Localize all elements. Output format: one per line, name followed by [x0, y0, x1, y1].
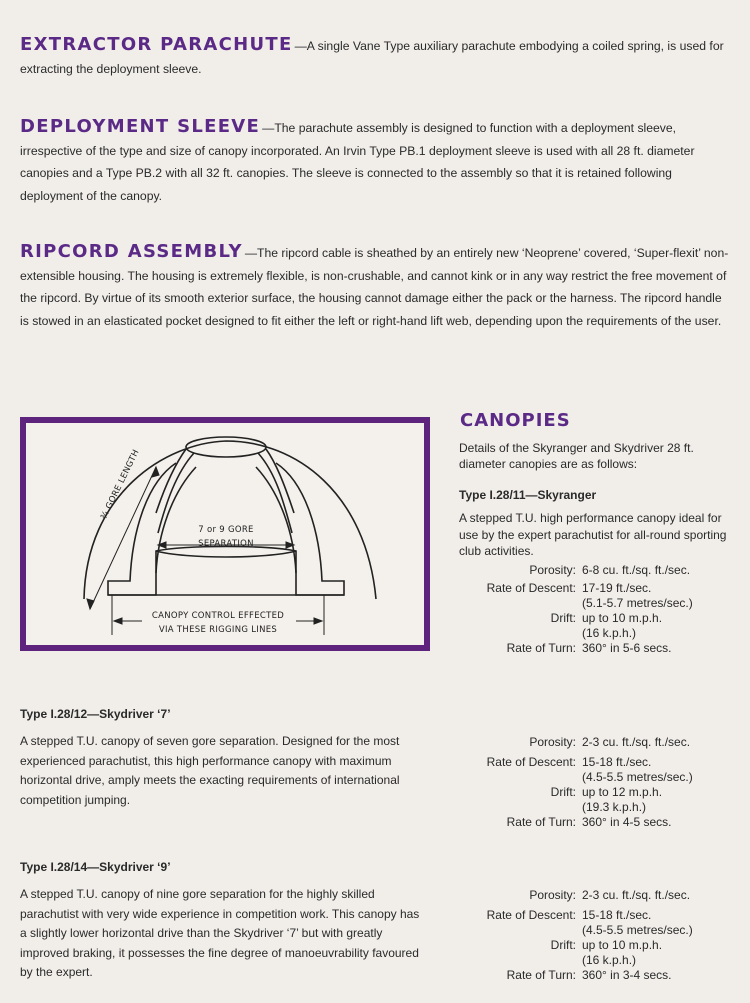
spec-label: Rate of Turn: — [506, 815, 576, 829]
control-label-line-1: CANOPY CONTROL EFFECTED — [151, 611, 285, 621]
spec-row — [440, 888, 693, 903]
type-description-skydriver-9: A stepped T.U. canopy of nine gore separation for the highly skilled parachutist with very wide experience in competition work. This canopy has a slightly lower horizontal drive than the Skydriver ‘7’ but with greatly improved braking, it possesses the fine degree of manoeuvrability favoured by the expert. — [20, 887, 420, 979]
spec-value: up to 12 m.p.h. (19.3 k.p.h.) — [582, 785, 663, 814]
spec-value: 360° in 5-6 secs. — [582, 641, 672, 655]
spec-row — [440, 938, 693, 968]
type-title-skydriver-9: Type I.28/14—Skydriver ‘9’ — [20, 860, 171, 874]
spec-label: Rate of Turn: — [506, 641, 576, 655]
section-extractor-parachute — [20, 34, 730, 80]
spec-value: 2-3 cu. ft./sq. ft./sec. — [582, 888, 691, 902]
control-label-line-2: VIA THESE RIGGING LINES — [158, 625, 278, 635]
spec-row — [440, 755, 693, 785]
section-body: —The ripcord cable is sheathed by an entirely new ‘Neoprene’ covered, ‘Super-flexit’ non-extensible housing. The housing is extremely flexible, is non-crushable, and cannot kink or in any way restrict the free movement of the ripcord. By virtue of its smooth exterior surface, the housing cannot damage either the pack or the harness. The ripcord handle is stowed in an elasticated pocket designed to fit either the left or right-hand lift web, depending upon the requirements of the user. — [20, 246, 729, 328]
spec-label: Porosity: — [529, 888, 576, 902]
canopy-apex — [186, 437, 266, 457]
separation-label-line-2: SEPARATION — [198, 539, 254, 549]
spec-label: Rate of Descent: — [486, 908, 576, 922]
spec-value: 17-19 ft./sec. (5.1-5.7 metres/sec.) — [582, 581, 693, 610]
spec-row — [440, 735, 693, 750]
spec-value: 15-18 ft./sec. (4.5-5.5 metres/sec.) — [582, 755, 693, 784]
spec-value: 6-8 cu. ft./sq. ft./sec. — [582, 563, 691, 577]
spec-row — [440, 641, 693, 656]
separation-label-line-1: 7 or 9 GORE — [198, 525, 254, 535]
specs-skydriver-9 — [440, 888, 693, 983]
spec-value: up to 10 m.p.h. (16 k.p.h.) — [582, 938, 663, 967]
section-heading: RIPCORD ASSEMBLY — [20, 241, 243, 262]
spec-value: 360° in 4-5 secs. — [582, 815, 672, 829]
spec-value: 15-18 ft./sec. (4.5-5.5 metres/sec.) — [582, 908, 693, 937]
spec-value: 2-3 cu. ft./sq. ft./sec. — [582, 735, 691, 749]
canopies-heading: CANOPIES — [460, 410, 571, 431]
spec-label: Drift: — [550, 611, 576, 625]
spec-label: Rate of Turn: — [506, 968, 576, 982]
section-ripcord-assembly — [20, 241, 730, 332]
type-description-skyranger: A stepped T.U. high performance canopy ideal for use by the expert parachutist for all-round sporting club activities. — [459, 511, 727, 558]
type-title-skyranger: Type I.28/11—Skyranger — [459, 488, 597, 502]
specs-skyranger — [440, 563, 693, 656]
specs-skydriver-7 — [440, 735, 693, 830]
section-body: —A single Vane Type auxiliary parachute embodying a coiled spring, is used for extracting the deployment sleeve. — [20, 39, 724, 76]
spec-label: Drift: — [550, 938, 576, 952]
spec-label: Porosity: — [529, 735, 576, 749]
spec-label: Porosity: — [529, 563, 576, 577]
type-description-skydriver-7: A stepped T.U. canopy of seven gore separation. Designed for the most experienced parachutist, this high performance canopy with maximum horizontal drive, amply meets the exacting requirements of international competition jumping. — [20, 734, 400, 807]
spec-label: Rate of Descent: — [486, 581, 576, 595]
section-body: —The parachute assembly is designed to function with a deployment sleeve, irrespective of the type and size of canopy incorporated. An Irvin Type PB.1 deployment sleeve is used with all 28 ft. diameter canopies and a Type PB.2 with all 32 ft. canopies. The sleeve is connected to the assembly so that it is retained following deployment of the canopy. — [20, 121, 695, 203]
spec-row — [440, 968, 693, 983]
section-heading: DEPLOYMENT SLEEVE — [20, 116, 261, 137]
spec-row — [440, 815, 693, 830]
gore-length-label: ¾ GORE LENGTH — [99, 448, 142, 522]
control-label — [138, 609, 298, 637]
spec-label: Rate of Descent: — [486, 755, 576, 769]
spec-label: Drift: — [550, 785, 576, 799]
spec-row — [440, 611, 693, 641]
spec-row — [440, 563, 693, 578]
spec-row — [440, 581, 693, 611]
spec-value: 360° in 3-4 secs. — [582, 968, 672, 982]
spec-row — [440, 908, 693, 938]
section-heading: EXTRACTOR PARACHUTE — [20, 34, 293, 55]
section-deployment-sleeve — [20, 116, 730, 207]
spec-value: up to 10 m.p.h. (16 k.p.h.) — [582, 611, 663, 640]
canopies-intro: Details of the Skyranger and Skydriver 28 ft. diameter canopies are as follows: — [459, 441, 694, 471]
canopy-diagram — [20, 417, 430, 651]
separation-label — [176, 523, 276, 551]
type-title-skydriver-7: Type I.28/12—Skydriver ‘7’ — [20, 707, 171, 721]
spec-row — [440, 785, 693, 815]
